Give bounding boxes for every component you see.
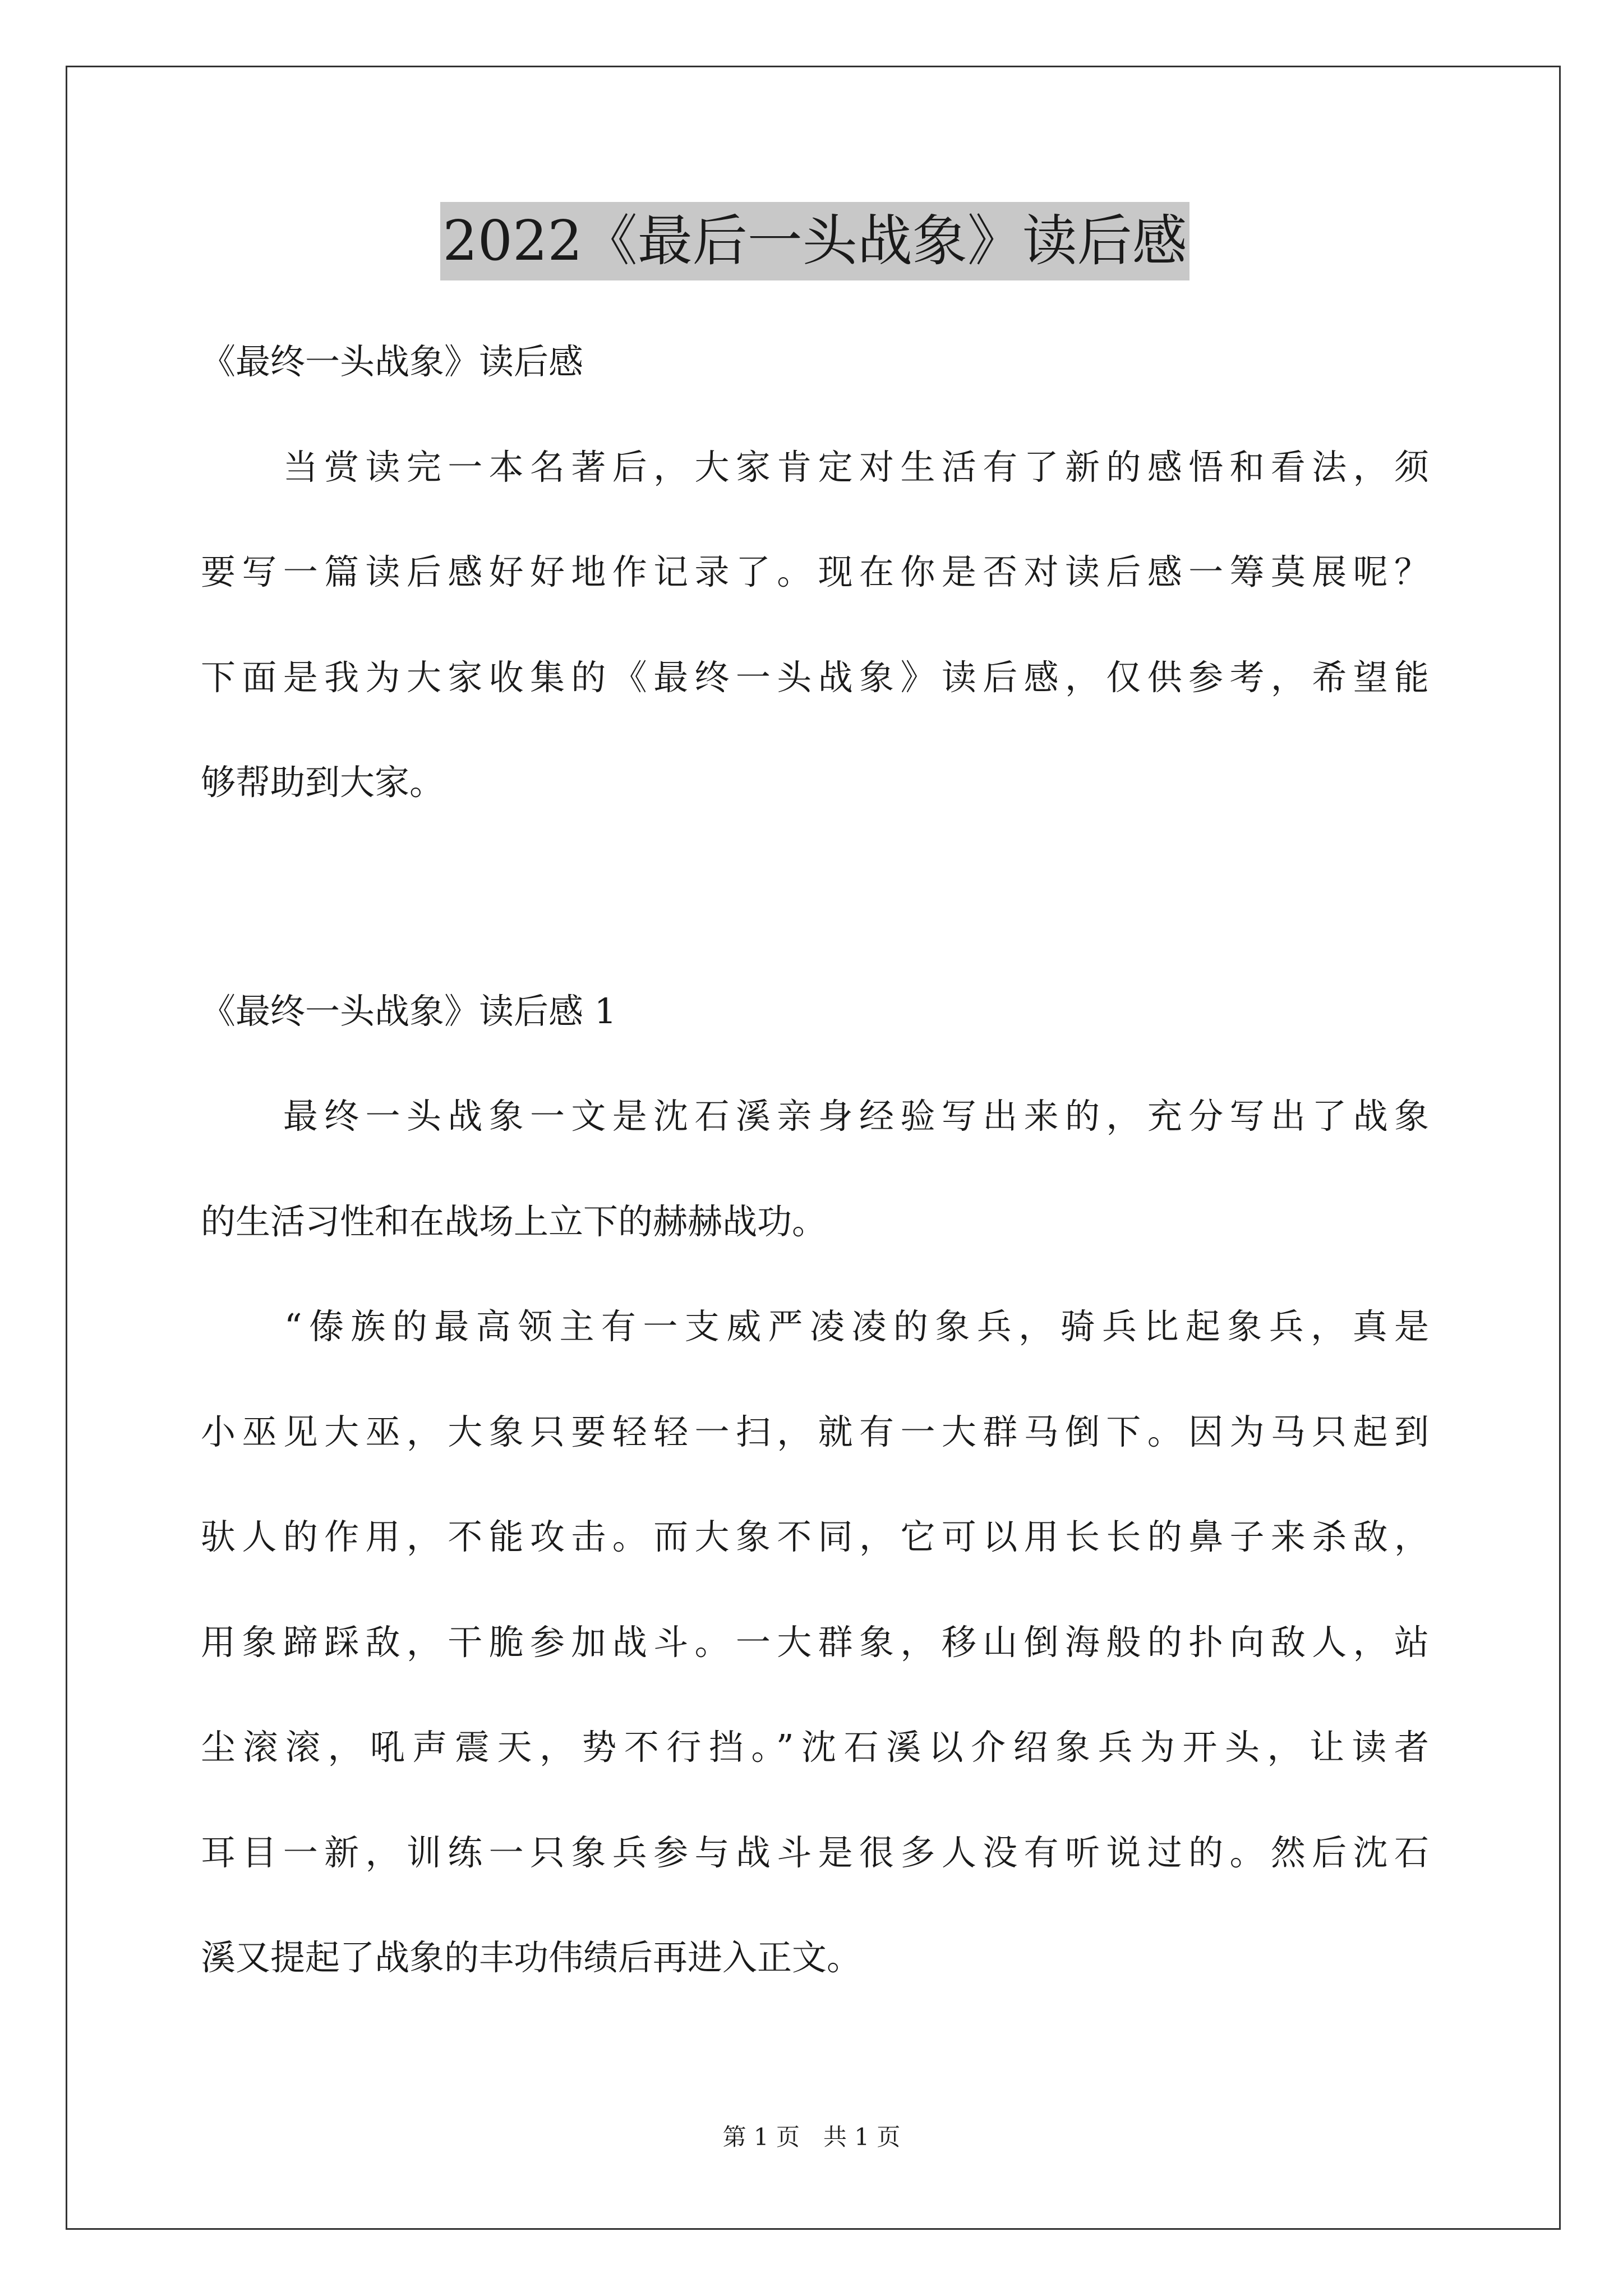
intro-line-1: 当赏读完一本名著后，大家肯定对生活有了新的感悟和看法，须 [201, 447, 1429, 487]
section1-heading: 《最终一头战象》读后感 1 [201, 991, 617, 1032]
intro-line-2: 要写一篇读后感好好地作记录了。现在你是否对读后感一筹莫展呢？ [201, 551, 1429, 592]
page-footer: 第 1 页 共 1 页 [722, 2123, 901, 2151]
section1-para2-line-2: 小巫见大巫，大象只要轻轻一扫，就有一大群马倒下。因为马只起到 [201, 1411, 1429, 1452]
section1-para2-line-6: 耳目一新，训练一只象兵参与战斗是很多人没有听说过的。然后沈石 [201, 1832, 1429, 1873]
section1-para1-line-2: 的生活习性和在战场上立下的赫赫战功。 [201, 1201, 827, 1242]
section1-para1-line-1: 最终一头战象一文是沈石溪亲身经验写出来的，充分写出了战象 [201, 1096, 1429, 1137]
section1-para2-line-1: “傣族的最高领主有一支威严凌凌的象兵，骑兵比起象兵，真是 [201, 1306, 1429, 1347]
intro-line-3: 下面是我为大家收集的《最终一头战象》读后感，仅供参考，希望能 [201, 657, 1429, 698]
document-title-text: 2022《最后一头战象》读后感 [440, 202, 1189, 280]
section1-para2-line-5: 尘滚滚，吼声震天，势不行挡。”沈石溪以介绍象兵为开头，让读者 [201, 1727, 1429, 1768]
intro-heading: 《最终一头战象》读后感 [201, 341, 584, 382]
intro-line-4: 够帮助到大家。 [201, 762, 445, 803]
section1-para2-line-7: 溪又提起了战象的丰功伟绩后再进入正文。 [201, 1937, 862, 1978]
document-title [201, 199, 1429, 283]
section1-para2-line-3: 驮人的作用，不能攻击。而大象不同，它可以用长长的鼻子来杀敌， [201, 1516, 1429, 1557]
page-border [66, 66, 1561, 2230]
section1-para2-line-4: 用象蹄踩敌，干脆参加战斗。一大群象，移山倒海般的扑向敌人，站 [201, 1622, 1429, 1663]
